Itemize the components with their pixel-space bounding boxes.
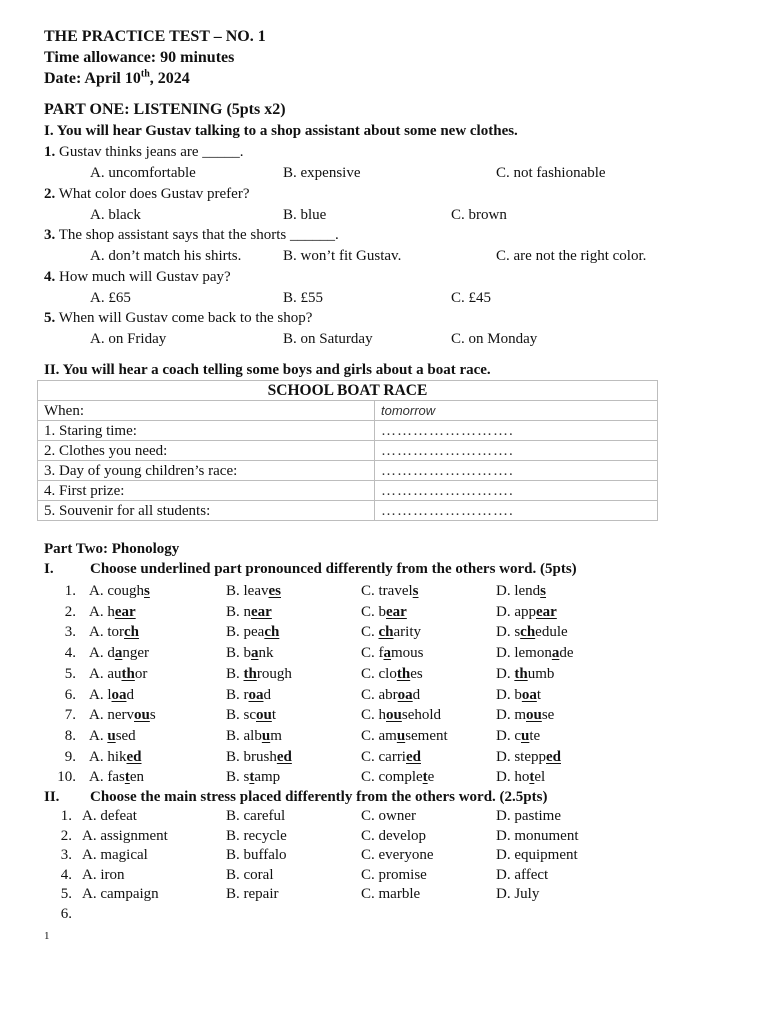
pronunciation-option-b bbox=[226, 582, 281, 600]
underlined-sound: u bbox=[261, 728, 271, 744]
pronunciation-option-a bbox=[89, 582, 150, 600]
listening-section-1-title: I. You will hear Gustav talking to a shop assistant about some new clothes. bbox=[44, 123, 518, 139]
item-number: 8. bbox=[64, 728, 76, 744]
underlined-sound: t bbox=[124, 769, 130, 785]
stress-option-b: B. repair bbox=[226, 886, 279, 902]
pronunciation-option-c bbox=[361, 686, 420, 704]
word-part: D. lend bbox=[496, 583, 541, 599]
word-part: t bbox=[271, 707, 277, 723]
pronunciation-option-b bbox=[226, 768, 280, 786]
stress-option-a: A. assignment bbox=[82, 828, 168, 844]
pronunciation-option-d bbox=[496, 748, 561, 766]
word-part: B. alb bbox=[226, 728, 262, 744]
word-part: D. c bbox=[496, 728, 521, 744]
page-number: 1 bbox=[44, 930, 50, 942]
item-number: 10. bbox=[57, 769, 76, 785]
question-number: 2. bbox=[44, 186, 56, 202]
word-part: D. lemon bbox=[496, 645, 552, 661]
underlined-sound: a bbox=[251, 645, 259, 661]
stress-option-d: D. pastime bbox=[496, 808, 561, 824]
question-stem bbox=[44, 309, 312, 327]
word-part: s bbox=[149, 707, 156, 723]
answer-option-a: A. don’t match his shirts. bbox=[90, 248, 242, 264]
pronunciation-option-b bbox=[226, 644, 274, 662]
pronunciation-option-b bbox=[226, 706, 276, 724]
question-stem bbox=[44, 226, 339, 244]
underlined-sound: ed bbox=[276, 749, 292, 765]
stress-option-c: C. develop bbox=[361, 828, 426, 844]
word-part: or bbox=[134, 666, 148, 682]
word-part: C. f bbox=[361, 645, 384, 661]
word-part: B. s bbox=[226, 769, 250, 785]
underlined-sound: ch bbox=[520, 624, 536, 640]
pronunciation-option-c bbox=[361, 768, 434, 786]
underlined-sound: oa bbox=[397, 687, 413, 703]
underlined-sound: oa bbox=[248, 687, 264, 703]
word-part: A. cough bbox=[89, 583, 144, 599]
answer-option-c: C. £45 bbox=[451, 290, 492, 306]
pronunciation-option-d bbox=[496, 686, 541, 704]
word-part: t bbox=[536, 687, 542, 703]
underlined-sound: u bbox=[107, 728, 116, 744]
underlined-sound: oa bbox=[521, 687, 537, 703]
pronunciation-option-c bbox=[361, 665, 423, 683]
underlined-sound: es bbox=[268, 583, 281, 599]
table-cell-blank: ……………………. bbox=[375, 421, 658, 441]
word-part: amp bbox=[254, 769, 281, 785]
word-part: e bbox=[427, 769, 435, 785]
answer-option-c: C. brown bbox=[451, 207, 507, 223]
stress-option-a: A. defeat bbox=[82, 808, 137, 824]
table-cell-blank: ……………………. bbox=[375, 501, 658, 521]
stress-option-d: D. equipment bbox=[496, 847, 578, 863]
word-part: sehold bbox=[401, 707, 442, 723]
word-part: D. s bbox=[496, 624, 521, 640]
part-two-title: Part Two: Phonology bbox=[44, 541, 180, 557]
word-part: C. h bbox=[361, 707, 387, 723]
answer-option-b: B. £55 bbox=[283, 290, 324, 306]
item-number: 5. bbox=[64, 666, 76, 682]
stress-option-d: D. July bbox=[496, 886, 540, 902]
item-number: 6. bbox=[60, 906, 72, 922]
word-part: B. b bbox=[226, 645, 252, 661]
underlined-sound: ou bbox=[526, 707, 542, 723]
word-part: C. b bbox=[361, 604, 387, 620]
pronunciation-option-b bbox=[226, 623, 279, 641]
pronunciation-option-a bbox=[89, 623, 139, 641]
pronunciation-option-c bbox=[361, 582, 419, 600]
stress-option-d: D. affect bbox=[496, 867, 549, 883]
underlined-sound: th bbox=[514, 666, 528, 682]
word-part: es bbox=[410, 666, 423, 682]
stress-option-b: B. coral bbox=[226, 867, 274, 883]
table-cell-blank: ……………………. bbox=[375, 461, 658, 481]
question-stem bbox=[44, 185, 249, 203]
word-part: d bbox=[263, 687, 271, 703]
word-part: A. au bbox=[89, 666, 122, 682]
word-part: en bbox=[129, 769, 144, 785]
underlined-sound: oa bbox=[111, 687, 127, 703]
pronunciation-option-d bbox=[496, 727, 540, 745]
table-row bbox=[38, 421, 658, 441]
word-part: B. bbox=[226, 666, 244, 682]
word-part: C. am bbox=[361, 728, 397, 744]
pronunciation-option-a bbox=[89, 727, 136, 745]
pronunciation-option-a bbox=[89, 644, 149, 662]
stress-option-b: B. buffalo bbox=[226, 847, 287, 863]
word-part: A. fas bbox=[89, 769, 125, 785]
table-row bbox=[38, 461, 658, 481]
question-text: How much will Gustav pay? bbox=[55, 269, 231, 285]
word-part: C. travel bbox=[361, 583, 413, 599]
word-part: umb bbox=[527, 666, 555, 682]
underlined-sound: ed bbox=[546, 749, 561, 765]
word-part: B. sc bbox=[226, 707, 256, 723]
word-part: edule bbox=[535, 624, 568, 640]
pronunciation-option-a bbox=[89, 665, 147, 683]
answer-option-a: A. uncomfortable bbox=[90, 165, 196, 181]
pronunciation-option-b bbox=[226, 603, 272, 621]
item-number: 1. bbox=[60, 808, 72, 824]
pronunciation-option-a bbox=[89, 768, 144, 786]
table-row bbox=[38, 401, 658, 421]
item-number: 9. bbox=[64, 749, 76, 765]
word-part: nk bbox=[258, 645, 274, 661]
item-number: 2. bbox=[64, 604, 76, 620]
item-number: 3. bbox=[60, 847, 72, 863]
stress-option-d: D. monument bbox=[496, 828, 579, 844]
pronunciation-option-d bbox=[496, 706, 554, 724]
pronunciation-option-c bbox=[361, 603, 407, 621]
underlined-sound: ed bbox=[405, 749, 421, 765]
word-part: C. carri bbox=[361, 749, 406, 765]
date-superscript: th bbox=[140, 68, 150, 80]
word-part: D. bbox=[496, 666, 515, 682]
word-part: el bbox=[534, 769, 546, 785]
phonology-section-1-number: I. bbox=[44, 561, 54, 577]
pronunciation-option-a bbox=[89, 706, 156, 724]
question-text: What color does Gustav prefer? bbox=[55, 186, 250, 202]
word-part: A. nerv bbox=[89, 707, 134, 723]
question-stem bbox=[44, 268, 231, 286]
phonology-section-1-title: Choose underlined part pronounced differently from the others word. (5pts) bbox=[90, 561, 577, 577]
item-number: 3. bbox=[64, 624, 76, 640]
question-number: 3. bbox=[44, 227, 56, 243]
word-part: C. comple bbox=[361, 769, 423, 785]
pronunciation-option-d bbox=[496, 603, 557, 621]
word-part: A. bbox=[89, 728, 108, 744]
word-part: rough bbox=[256, 666, 292, 682]
question-number: 4. bbox=[44, 269, 56, 285]
word-part: d bbox=[126, 687, 134, 703]
item-number: 4. bbox=[60, 867, 72, 883]
table-cell-label: When: bbox=[38, 401, 375, 421]
underlined-sound: a bbox=[383, 645, 391, 661]
word-part: A. tor bbox=[89, 624, 124, 640]
underlined-sound: th bbox=[243, 666, 257, 682]
pronunciation-option-a bbox=[89, 748, 142, 766]
underlined-sound: s bbox=[412, 583, 419, 599]
underlined-sound: th bbox=[396, 666, 411, 682]
time-allowance: Time allowance: 90 minutes bbox=[44, 49, 235, 66]
word-part: nger bbox=[122, 645, 149, 661]
underlined-sound: s bbox=[540, 583, 547, 599]
question-text: The shop assistant says that the shorts ______. bbox=[55, 227, 339, 243]
pronunciation-option-a bbox=[89, 603, 136, 621]
question-text: Gustav thinks jeans are _____. bbox=[55, 144, 244, 160]
word-part: B. pea bbox=[226, 624, 265, 640]
table-cell-blank: ……………………. bbox=[375, 441, 658, 461]
pronunciation-option-d bbox=[496, 582, 546, 600]
boat-race-table bbox=[37, 380, 658, 521]
word-part: D. stepp bbox=[496, 749, 546, 765]
answer-option-c: C. are not the right color. bbox=[496, 248, 647, 264]
underlined-sound: ch bbox=[264, 624, 280, 640]
stress-option-a: A. iron bbox=[82, 867, 125, 883]
word-part: B. brush bbox=[226, 749, 277, 765]
stress-option-a: A. campaign bbox=[82, 886, 159, 902]
underlined-sound: ou bbox=[386, 707, 402, 723]
stress-option-c: C. everyone bbox=[361, 847, 434, 863]
word-part: D. app bbox=[496, 604, 536, 620]
table-cell-label: 4. First prize: bbox=[38, 481, 375, 501]
stress-option-c: C. promise bbox=[361, 867, 427, 883]
answer-option-c: C. on Monday bbox=[451, 331, 538, 347]
answer-option-a: A. black bbox=[90, 207, 141, 223]
table-row bbox=[38, 481, 658, 501]
table-cell-blank: ……………………. bbox=[375, 481, 658, 501]
word-part: A. hik bbox=[89, 749, 127, 765]
table-row bbox=[38, 501, 658, 521]
part-one-title: PART ONE: LISTENING (5pts x2) bbox=[44, 101, 286, 118]
underlined-sound: ou bbox=[134, 707, 150, 723]
underlined-sound: ch bbox=[124, 624, 139, 640]
underlined-sound: t bbox=[529, 769, 535, 785]
underlined-sound: ear bbox=[536, 604, 557, 620]
stress-option-b: B. recycle bbox=[226, 828, 287, 844]
pronunciation-option-d bbox=[496, 665, 554, 683]
word-part: D. b bbox=[496, 687, 522, 703]
stress-option-a: A. magical bbox=[82, 847, 148, 863]
word-part: D. m bbox=[496, 707, 526, 723]
item-number: 4. bbox=[64, 645, 76, 661]
underlined-sound: a bbox=[551, 645, 560, 661]
underlined-sound: u bbox=[521, 728, 530, 744]
word-part: A. l bbox=[89, 687, 112, 703]
listening-section-2-title: II. You will hear a coach telling some boys and girls about a boat race. bbox=[44, 362, 491, 378]
word-part: A. d bbox=[89, 645, 115, 661]
underlined-sound: ou bbox=[256, 707, 272, 723]
pronunciation-option-d bbox=[496, 644, 574, 662]
phonology-section-2-title: Choose the main stress placed differently from the others word. (2.5pts) bbox=[90, 789, 548, 805]
pronunciation-option-c bbox=[361, 706, 441, 724]
pronunciation-option-c bbox=[361, 644, 424, 662]
underlined-sound: ear bbox=[114, 604, 136, 620]
word-part: de bbox=[559, 645, 574, 661]
underlined-sound: a bbox=[114, 645, 123, 661]
underlined-sound: t bbox=[249, 769, 255, 785]
answer-option-a: A. £65 bbox=[90, 290, 131, 306]
table-title: SCHOOL BOAT RACE bbox=[38, 381, 658, 401]
question-text: When will Gustav come back to the shop? bbox=[55, 310, 313, 326]
pronunciation-option-c bbox=[361, 727, 448, 745]
answer-option-a: A. on Friday bbox=[90, 331, 167, 347]
table-cell-label: 5. Souvenir for all students: bbox=[38, 501, 375, 521]
date-prefix: Date: April 10 bbox=[44, 70, 141, 87]
question-stem bbox=[44, 143, 244, 161]
pronunciation-option-d bbox=[496, 623, 568, 641]
stress-option-c: C. owner bbox=[361, 808, 416, 824]
word-part: A. h bbox=[89, 604, 115, 620]
date-suffix: , 2024 bbox=[149, 70, 190, 87]
phonology-section-2-number: II. bbox=[44, 789, 60, 805]
word-part: C. clo bbox=[361, 666, 397, 682]
word-part: C. abr bbox=[361, 687, 398, 703]
table-row bbox=[38, 441, 658, 461]
question-number: 1. bbox=[44, 144, 56, 160]
item-number: 7. bbox=[64, 707, 76, 723]
word-part: mous bbox=[391, 645, 424, 661]
pronunciation-option-b bbox=[226, 686, 271, 704]
word-part: m bbox=[270, 728, 282, 744]
answer-option-c: C. not fashionable bbox=[496, 165, 606, 181]
answer-option-b: B. expensive bbox=[283, 165, 361, 181]
underlined-sound: s bbox=[144, 583, 150, 599]
item-number: 6. bbox=[64, 687, 76, 703]
word-part: C. bbox=[361, 624, 379, 640]
underlined-sound: th bbox=[121, 666, 135, 682]
test-date bbox=[44, 70, 190, 88]
item-number: 1. bbox=[64, 583, 76, 599]
stress-option-c: C. marble bbox=[361, 886, 421, 902]
pronunciation-option-c bbox=[361, 748, 421, 766]
question-number: 5. bbox=[44, 310, 56, 326]
table-cell-label: 2. Clothes you need: bbox=[38, 441, 375, 461]
word-part: B. r bbox=[226, 687, 249, 703]
underlined-sound: ed bbox=[126, 749, 142, 765]
answer-option-b: B. on Saturday bbox=[283, 331, 373, 347]
underlined-sound: ear bbox=[386, 604, 407, 620]
word-part: B. leav bbox=[226, 583, 269, 599]
word-part: D. ho bbox=[496, 769, 530, 785]
underlined-sound: ear bbox=[251, 604, 272, 620]
answer-option-b: B. won’t fit Gustav. bbox=[283, 248, 402, 264]
word-part: te bbox=[529, 728, 541, 744]
test-title: THE PRACTICE TEST – NO. 1 bbox=[44, 28, 266, 45]
pronunciation-option-b bbox=[226, 665, 292, 683]
pronunciation-option-b bbox=[226, 748, 292, 766]
underlined-sound: ch bbox=[378, 624, 394, 640]
stress-option-b: B. careful bbox=[226, 808, 286, 824]
table-cell-label: 3. Day of young children’s race: bbox=[38, 461, 375, 481]
answer-option-b: B. blue bbox=[283, 207, 327, 223]
word-part: B. n bbox=[226, 604, 252, 620]
underlined-sound: u bbox=[396, 728, 406, 744]
pronunciation-option-d bbox=[496, 768, 545, 786]
pronunciation-option-a bbox=[89, 686, 134, 704]
table-cell-label: 1. Staring time: bbox=[38, 421, 375, 441]
item-number: 2. bbox=[60, 828, 72, 844]
word-part: arity bbox=[393, 624, 422, 640]
word-part: d bbox=[412, 687, 421, 703]
word-part: sed bbox=[115, 728, 136, 744]
pronunciation-option-c bbox=[361, 623, 421, 641]
word-part: sement bbox=[405, 728, 448, 744]
pronunciation-option-b bbox=[226, 727, 282, 745]
word-part: se bbox=[541, 707, 555, 723]
table-cell-value: tomorrow bbox=[375, 401, 658, 421]
underlined-sound: t bbox=[422, 769, 428, 785]
item-number: 5. bbox=[60, 886, 72, 902]
